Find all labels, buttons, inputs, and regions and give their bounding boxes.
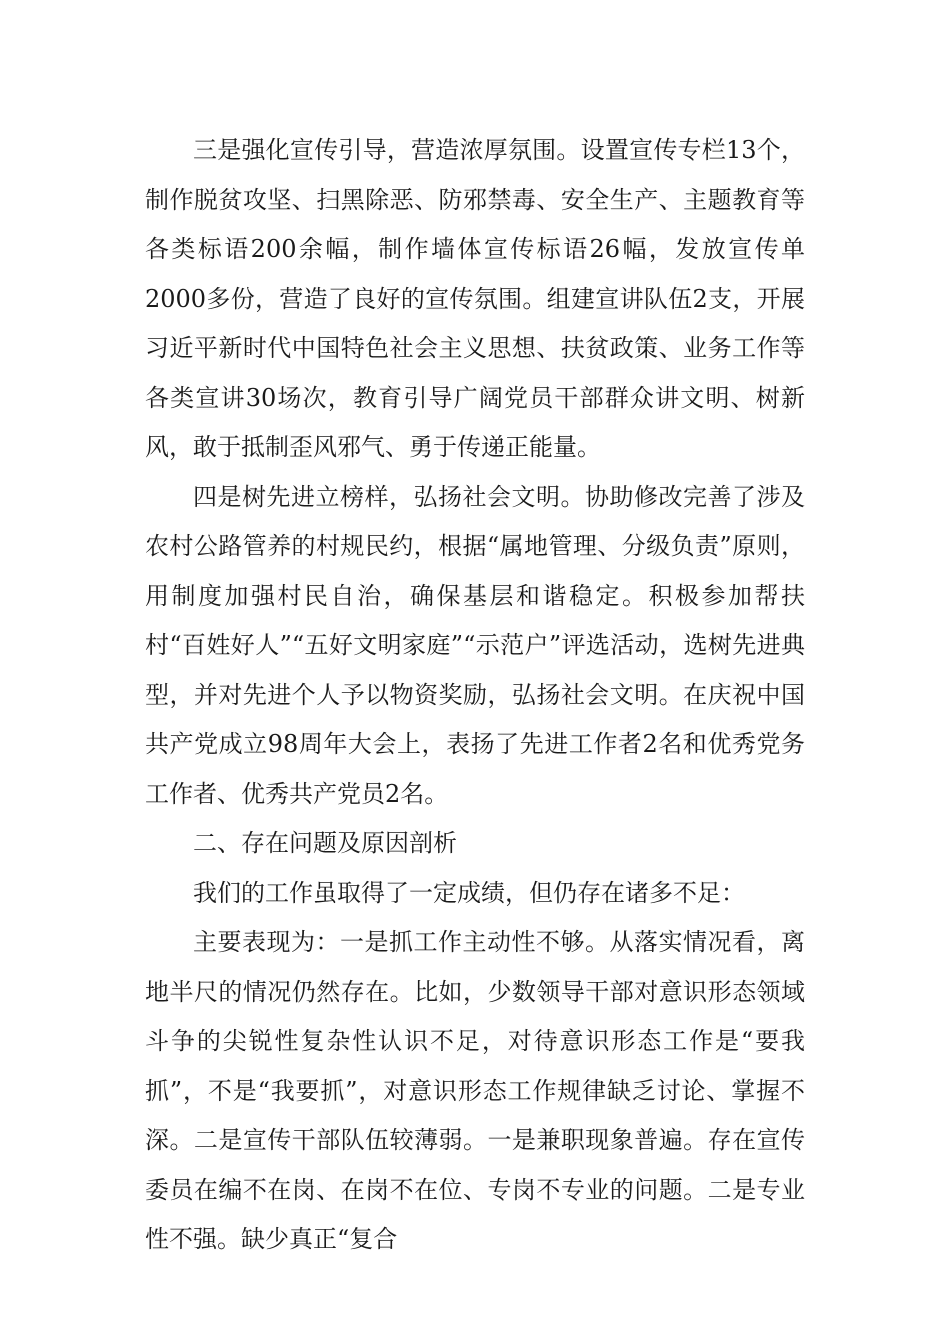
paragraph-role-models: 四是树先进立榜样，弘扬社会文明。协助修改完善了涉及农村公路管养的村规民约，根据“属地管理、分级负责”原则，用制度加强村民自治，确保基层和谐稳定。积极参加帮扶村“百姓好人”“五好文明家庭”“示范户”评选活动，选树先进典型，并对先进个人予以物资奖励，弘扬社会文明。在庆祝中国共产党成立98周年大会上，表扬了先进工作者2名和优秀党务工作者、优秀共产党员2名。 (145, 482, 805, 808)
paragraph-main-issues: 主要表现为：一是抓工作主动性不够。从落实情况看，离地半尺的情况仍然存在。比如，少数领导干部对意识形态领域斗争的尖锐性复杂性认识不足，对待意识形态工作是“要我抓”，不是“我要抓”，对意识形态工作规律缺乏讨论、掌握不深。二是宣传干部队伍较薄弱。一是兼职现象普遍。存在宣传委员在编不在岗、在岗不在位、专岗不专业的问题。二是专业性不强。缺少真正“复合 (145, 928, 805, 1253)
paragraph-shortcomings-intro: 我们的工作虽取得了一定成绩，但仍存在诸多不足： (193, 878, 745, 907)
paragraph-propaganda: 三是强化宣传引导，营造浓厚氛围。设置宣传专栏13个，制作脱贫攻坚、扫黑除恶、防邪禁毒、安全生产、主题教育等各类标语200余幅，制作墙体宣传标语26幅，发放宣传单2000多份，营造了良好的宣传氛围。组建宣讲队伍2支，开展习近平新时代中国特色社会主义思想、扶贫政策、业务工作等各类宣讲30场次，教育引导广阔党员干部群众讲文明、树新风，敢于抵制歪风邪气、勇于传递正能量。 (145, 136, 805, 461)
section-heading-problems: 二、存在问题及原因剖析 (193, 829, 457, 857)
document-body (145, 126, 805, 1265)
